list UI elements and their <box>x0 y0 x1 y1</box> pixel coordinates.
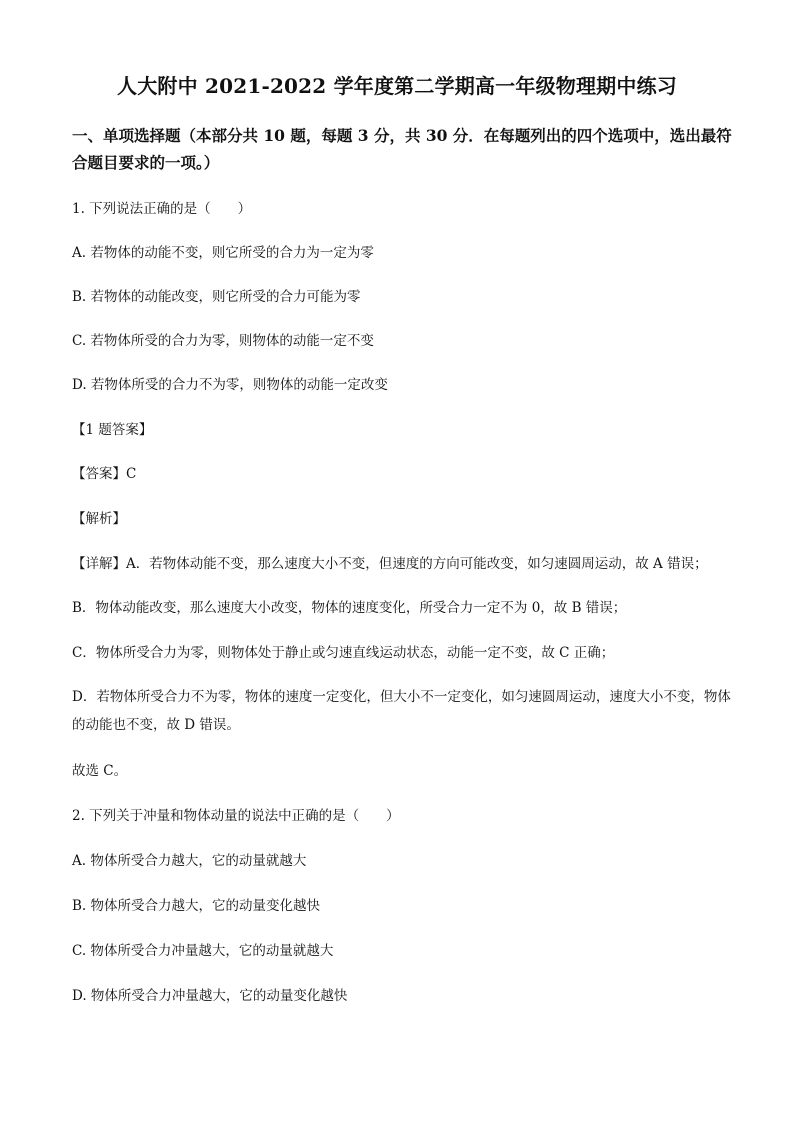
question-2-option-c: C. 物体所受合力冲量越大，它的动量就越大 <box>72 943 334 959</box>
answer-line: 【答案】C <box>72 466 137 482</box>
question-2-option-d: D. 物体所受合力冲量越大，它的动量变化越快 <box>72 988 348 1004</box>
question-1-option-c: C. 若物体所受的合力为零，则物体的动能一定不变 <box>72 333 374 349</box>
conclusion-line: 故选 C。 <box>72 763 128 779</box>
question-1-option-b: B. 若物体的动能改变，则它所受的合力可能为零 <box>72 289 361 305</box>
answer-header: 【1 题答案】 <box>72 422 153 438</box>
question-2-stem: 2. 下列关于冲量和物体动量的说法中正确的是（ ） <box>72 808 400 824</box>
question-1-option-d: D. 若物体所受的合力不为零，则物体的动能一定改变 <box>72 377 388 393</box>
section-heading: 一、单项选择题（本部分共 10 题，每题 3 分，共 30 分．在每题列出的四个选项中，选出最符合题目要求的一项。） <box>72 126 732 172</box>
detail-line-c: C．物体所受合力为零，则物体处于静止或匀速直线运动状态，动能一定不变，故 C 正确； <box>72 645 615 661</box>
detail-line-a: 【详解】A．若物体动能不变，那么速度大小不变，但速度的方向可能改变，如匀速圆周运动，故 A 错误； <box>72 556 708 572</box>
page-title: 人大附中 2021-2022 学年度第二学期高一年级物理期中练习 <box>117 74 677 98</box>
detail-line-d: D．若物体所受合力不为零，物体的速度一定变化，但大小不一定变化，如匀速圆周运动，速度大小不变，物体的动能也不变，故 D 错误。 <box>72 689 731 733</box>
question-2-option-a: A. 物体所受合力越大，它的动量就越大 <box>72 853 307 869</box>
detail-line-b: B．物体动能改变，那么速度大小改变，物体的速度变化，所受合力一定不为 0，故 B 错误； <box>72 600 627 616</box>
analysis-header: 【解析】 <box>72 511 126 527</box>
question-1-stem: 1. 下列说法正确的是（ ） <box>72 201 252 217</box>
question-1-option-a: A. 若物体的动能不变，则它所受的合力为一定为零 <box>72 245 374 261</box>
question-2-option-b: B. 物体所受合力越大，它的动量变化越快 <box>72 898 321 914</box>
